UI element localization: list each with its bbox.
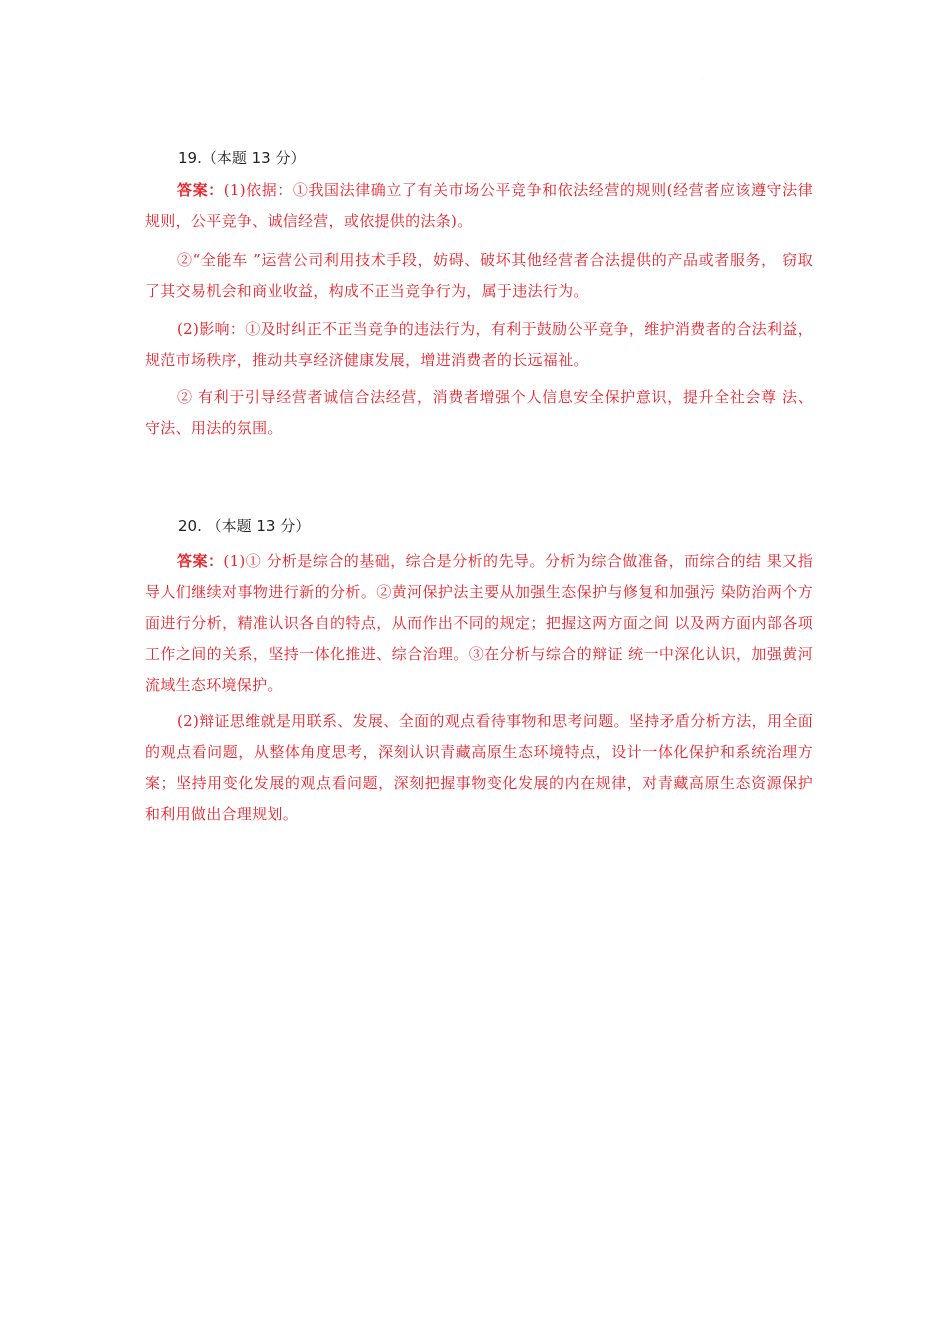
q19-answer-part3: (2)影响：①及时纠正不正当竞争的违法行为，有利于鼓励公平竞争，维护消费者的合法利益，规范市场秩序，推动共享经济健康发展，增进消费者的长远福祉。 (145, 320, 813, 369)
q20-answer-part2: (2)辩证思维就是用联系、发展、全面的观点看待事物和思考问题。坚持矛盾分析方法，用全面的观点看问题，从整体角度思考，深刻认识青藏高原生态环境特点，设计一体化保护和系统治理方案；坚持用变化发展的观点看问题，深刻把握事物变化发展的内在规律，对青藏高原生态资源保护和利用做出合理规划。 (145, 712, 813, 823)
q20-header: 20. （本题 13 分） (178, 517, 311, 535)
q19-answer-part1-text: (1)依据：①我国法律确立了有关市场公平竞争和依法经营的规则(经营者应该遵守法律规则，公平竞争、诚信经营，或依提供的法条)。 (145, 181, 813, 230)
q20-answer-part1-text: (1)① 分析是综合的基础，综合是分析的先导。分析为综合做准备，而综合的结 果又指导人们继续对事物进行新的分析。②黄河保护法主要从加强生态保护与修复和加强污 染防治两个方面进行分析，精准认识各自的特点，从而作出不同的规定；把握这两方面之间 以及两方面内部各项工作之间的关系，坚持一体化推进、综合治理。③在分析与综合的辩证 统一中深化认识，加强黄河流域生态环境保护。 (145, 552, 813, 694)
q19-answer-part4: ② 有利于引导经营者诚信合法经营，消费者增强个人信息安全保护意识，提升全社会尊 法、守法、用法的氛围。 (145, 388, 813, 437)
q19-answer-part1 (145, 175, 813, 237)
corner-mark: · (703, 76, 705, 83)
q20-answer-label: 答案： (177, 552, 224, 570)
q19-header: 19.（本题 13 分） (178, 149, 306, 167)
q20-answer-part1 (145, 546, 813, 701)
q19-answer-part2: ②“全能车 ”运营公司利用技术手段，妨碍、破坏其他经营者合法提供的产品或者服务， 窃取了其交易机会和商业收益，构成不正当竞争行为，属于违法行为。 (145, 251, 813, 300)
q19-answer-label: 答案： (177, 181, 224, 199)
